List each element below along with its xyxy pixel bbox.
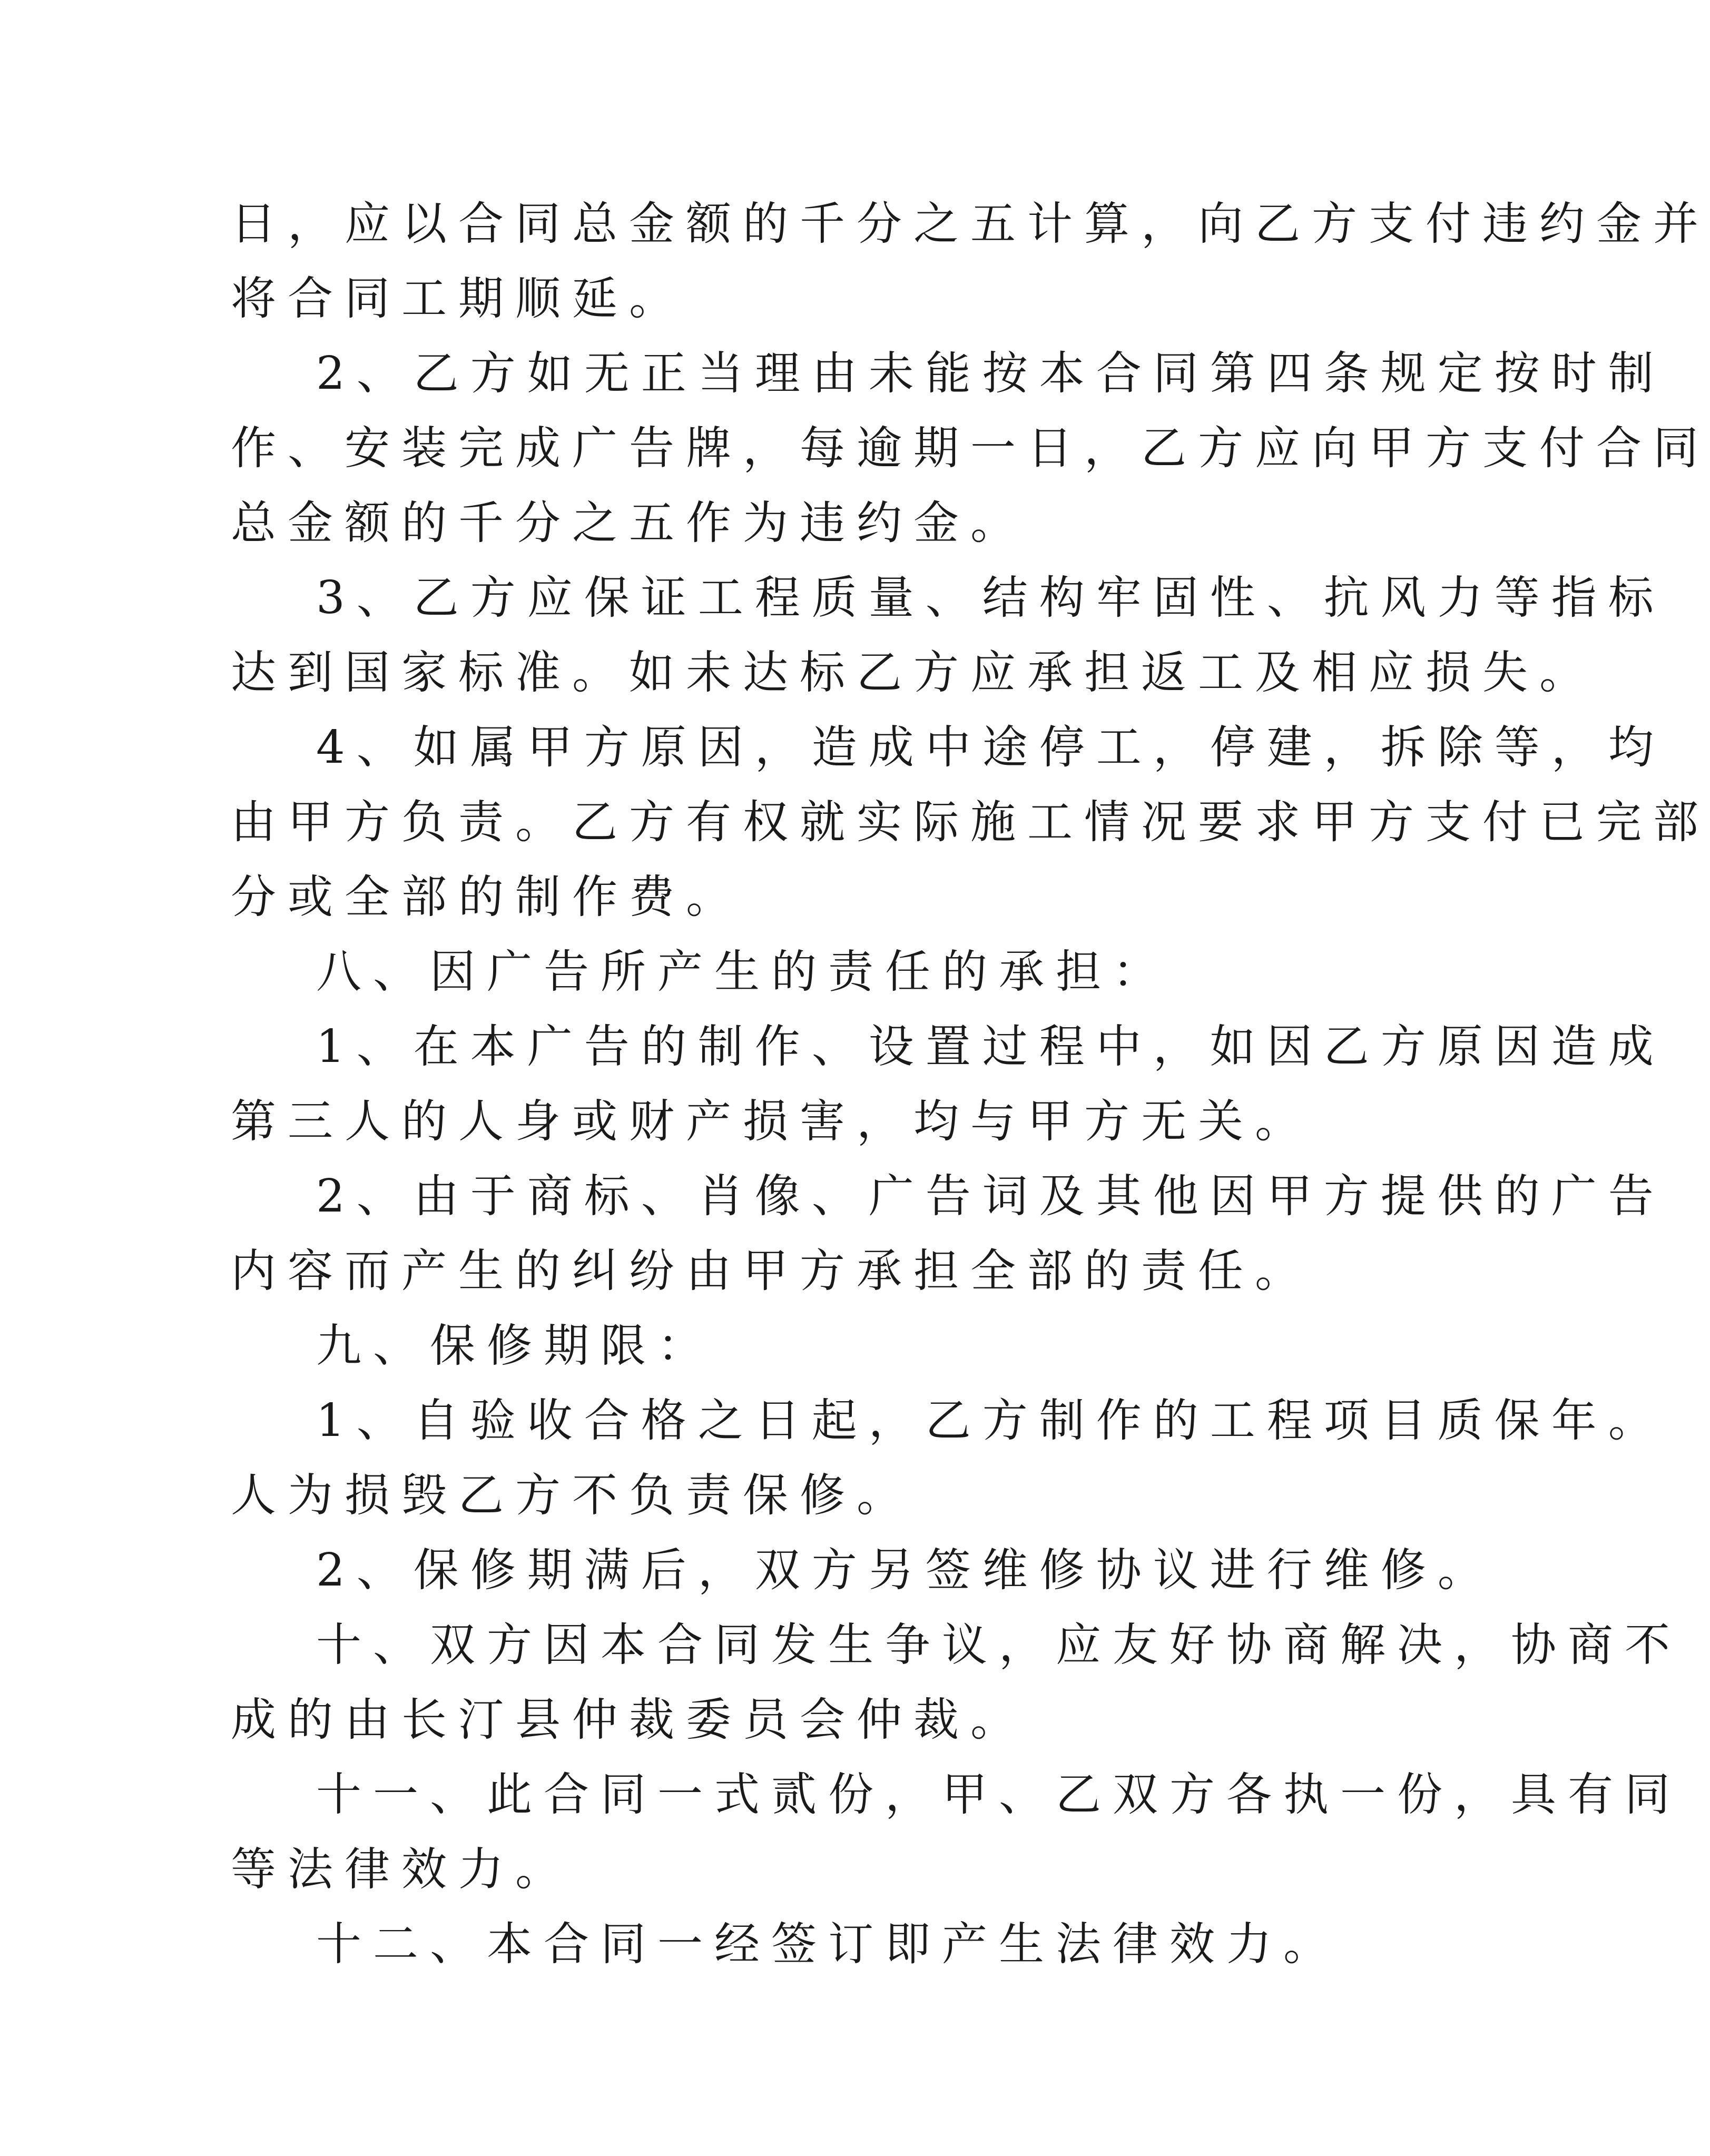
text-line: 内容而产生的纠纷由甲方承担全部的责任。 [231,1245,1312,1297]
text-line: 总金额的千分之五作为违约金。 [231,497,1027,549]
text-line: 成的由长汀县仲裁委员会仲裁。 [231,1694,1027,1746]
text-line: 分或全部的制作费。 [231,871,743,923]
text-line: 日，应以合同总金额的千分之五计算，向乙方支付违约金并 [231,198,1710,250]
text-line: 人为损毁乙方不负责保修。 [231,1469,913,1522]
text-line: 等法律效力。 [231,1843,572,1896]
text-line: 第三人的人身或财产损害，均与甲方无关。 [231,1095,1312,1148]
text-line: 十一、此合同一式贰份，甲、乙双方各执一份，具有同 [316,1768,1682,1821]
text-line: 达到国家标准。如未达标乙方应承担返工及相应损失。 [231,646,1596,699]
text-line: 作、安装完成广告牌，每逾期一日，乙方应向甲方支付合同 [231,422,1710,475]
text-line: 八、因广告所产生的责任的承担： [316,946,1170,998]
text-line: 4、如属甲方原因，造成中途停工，停建，拆除等，均 [316,721,1665,774]
text-line: 1、自验收合格之日起，乙方制作的工程项目质保年。 [316,1394,1665,1447]
text-line: 十二、本合同一经签订即产生法律效力。 [316,1918,1340,1971]
text-line: 3、乙方应保证工程质量、结构牢固性、抗风力等指标 [316,572,1665,624]
text-line: 2、由于商标、肖像、广告词及其他因甲方提供的广告 [316,1170,1665,1223]
text-line: 九、保修期限： [316,1320,714,1372]
text-line: 将合同工期顺延。 [231,272,686,325]
text-line: 2、乙方如无正当理由未能按本合同第四条规定按时制 [316,347,1665,400]
text-line: 2、保修期满后，双方另签维修协议进行维修。 [316,1544,1495,1597]
text-line: 1、在本广告的制作、设置过程中，如因乙方原因造成 [316,1020,1665,1073]
text-line: 由甲方负责。乙方有权就实际施工情况要求甲方支付已完部 [231,796,1710,849]
text-line: 十、双方因本合同发生争议，应友好协商解决，协商不 [316,1619,1682,1671]
